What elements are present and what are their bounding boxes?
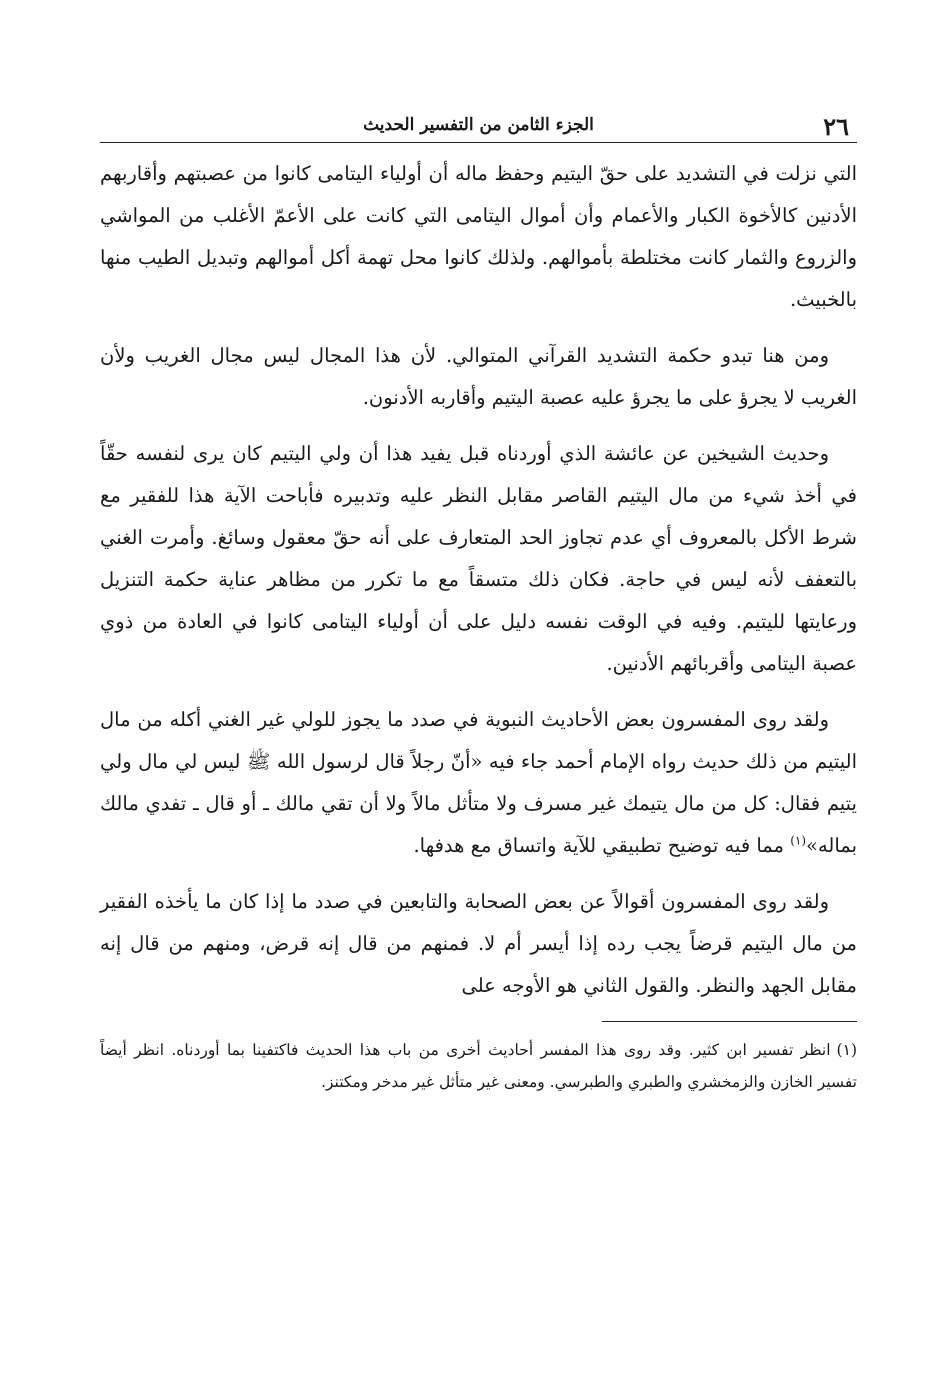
- paragraph: ولقد روى المفسرون أقوالاً عن بعض الصحابة والتابعين في صدد ما إذا كان ما يأخذه الفقير من مال اليتيم قرضاً يجب رده إذا أيسر أم لا. فمنهم من قال إنه قرض، ومنهم من قال إنه مقابل الجهد والنظر. والقول الثاني هو الأوجه على: [100, 890, 857, 997]
- paragraph: ومن هنا تبدو حكمة التشديد القرآني المتوالي. لأن هذا المجال ليس مجال الغريب ولأن الغريب لا يجرؤ على ما يجرؤ عليه عصبة اليتيم وأقاربه الأدنون.: [100, 344, 857, 409]
- footnote: [100, 1034, 857, 1098]
- book-page: [100, 100, 857, 1098]
- running-title: الجزء الثامن من التفسير الحديث: [363, 115, 594, 135]
- paragraph-text: ولقد روى المفسرون بعض الأحاديث النبوية في صدد ما يجوز للولي غير الغني أكله من مال اليتيم من ذلك حديث رواه الإمام أحمد جاء فيه «أنّ رجلاً قال لرسول الله ﷺ ليس لي مال ولي يتيم فقال: كل من مال يتيمك غير مسرف ولا متأثل مالاً ولا أن تقي مالك ـ أو قال ـ تفدي مالك بماله»: [100, 708, 857, 857]
- page-header: [100, 100, 857, 143]
- page-number: ٢٦: [823, 112, 849, 141]
- footnote-reference[interactable]: (١): [790, 833, 807, 848]
- footnote-marker: (١): [836, 1041, 857, 1059]
- footnote-text: انظر تفسير ابن كثير. وقد روى هذا المفسر أحاديث أخرى من باب هذا الحديث فاكتفينا بما أوردناه. انظر أيضاً تفسير الخازن والزمخشري والطبري والطبرسي. ومعنى غير متأثل غير مدخر ومكتنز.: [100, 1041, 857, 1091]
- paragraph: [100, 699, 857, 867]
- paragraph-text: مما فيه توضيح تطبيقي للآية واتساق مع هدفها.: [413, 834, 791, 857]
- paragraph: وحديث الشيخين عن عائشة الذي أوردناه قبل يفيد هذا أن ولي اليتيم كان يرى لنفسه حقّاً في أخذ شيء من مال اليتيم القاصر مقابل النظر عليه وتدبيره فأباحت الآية هذا للفقير مع شرط الأكل بالمعروف أي عدم تجاوز الحد المتعارف على أنه حقّ معقول وسائغ. وأمرت الغني بالتعفف لأنه ليس في حاجة. فكان ذلك متسقاً مع ما تكرر من مظاهر عناية حكمة التنزيل ورعايتها لليتيم. وفيه في الوقت نفسه دليل على أن أولياء اليتامى كانوا في العادة من ذوي عصبة اليتامى وأقربائهم الأدنين.: [100, 442, 857, 675]
- body-text: [100, 153, 857, 1007]
- paragraph: التي نزلت في التشديد على حقّ اليتيم وحفظ ماله أن أولياء اليتامى كانوا من عصبتهم وأقاربهم الأدنين كالأخوة الكبار والأعمام وأن أموال اليتامى التي كانت على الأعمّ الأغلب من المواشي والزروع والثمار كانت مختلطة بأموالهم. ولذلك كانوا محل تهمة أكل أموالهم وتبديل الطيب منها بالخبيث.: [100, 162, 857, 311]
- footnote-divider: [602, 1021, 857, 1022]
